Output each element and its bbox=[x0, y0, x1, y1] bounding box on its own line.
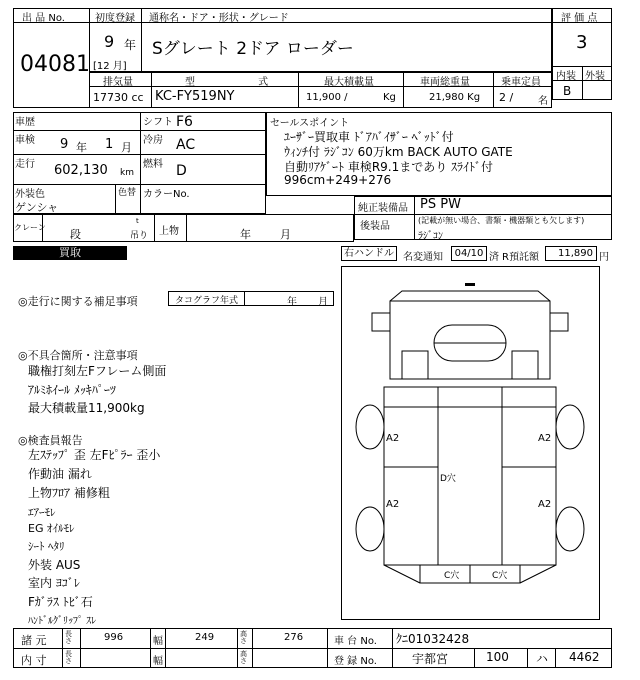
reg-area: 宇都宮 bbox=[412, 652, 449, 666]
crane-label: クレーン bbox=[14, 223, 46, 232]
model-label: 通称名・ドア・形状・グレード bbox=[149, 13, 289, 24]
interior-width-label: 幅 bbox=[153, 656, 163, 667]
width-label: 幅 bbox=[153, 636, 163, 647]
capacity: 2 / bbox=[499, 91, 514, 104]
color-code-label: カラーNo. bbox=[143, 189, 190, 200]
jouhen-label: 上物 bbox=[159, 226, 179, 237]
tacho-year-unit: 年 bbox=[287, 297, 297, 308]
sales-line-3: 自動ﾘｱｹﾞｰﾄ 車検R9.1まであり ｽﾗｲﾄﾞ付 bbox=[284, 160, 494, 174]
ac-label: 冷房 bbox=[143, 135, 163, 146]
length-value: 996 bbox=[104, 632, 124, 643]
rhd-flag bbox=[341, 246, 397, 261]
jouhen-year-unit: 年 bbox=[240, 228, 251, 241]
crane-t: t bbox=[136, 217, 139, 225]
shift-value: F6 bbox=[176, 114, 193, 130]
inspector-9: Fｶﾞﾗｽ ﾄﾋﾞ石 bbox=[28, 595, 93, 609]
shaken-month-unit: 月 bbox=[121, 141, 132, 154]
fuel-value: D bbox=[176, 163, 187, 179]
wheel-front-right bbox=[556, 405, 584, 449]
max-load-label: 最大積載量 bbox=[324, 77, 374, 88]
mark-rear-left: A2 bbox=[386, 499, 400, 510]
inspector-8: 室内 ﾖｺﾞﾚ bbox=[28, 576, 80, 590]
reg-class: 100 bbox=[486, 650, 509, 664]
lot-label: 出 品 No. bbox=[22, 13, 65, 24]
capacity-label: 乗車定員 bbox=[501, 77, 541, 88]
inspector-6: ｼｰﾄ ﾍﾀﾘ bbox=[28, 540, 65, 553]
displacement: 17730 cc bbox=[93, 91, 144, 104]
cab-door-right bbox=[512, 351, 538, 379]
tacho-month-unit: 月 bbox=[318, 297, 328, 308]
equipment-value: PS PW bbox=[420, 197, 461, 212]
vehicle-name: Sグレート 2ドア ローダー bbox=[152, 39, 354, 59]
mirror-left bbox=[372, 313, 390, 331]
cargo-bed bbox=[384, 387, 556, 565]
model-code-label: 型 式 bbox=[185, 77, 299, 88]
aftermarket-value: ﾗｼﾞｺﾝ bbox=[418, 231, 443, 242]
capacity-unit: 名 bbox=[538, 96, 548, 107]
sales-points-label: セールスポイント bbox=[270, 118, 350, 129]
interior-height-label: 高さ bbox=[240, 650, 247, 665]
mark-front-left: A2 bbox=[386, 433, 400, 444]
recycle-unit: 円 bbox=[599, 252, 609, 263]
reg-kana: ハ bbox=[536, 652, 549, 666]
score-label: 評 価 点 bbox=[561, 13, 598, 24]
mileage: 602,130 bbox=[54, 163, 108, 178]
gross-weight: 21,980 Kg bbox=[429, 92, 481, 103]
chassis-label: 車 台 No. bbox=[334, 636, 377, 647]
tacho-label: タコグラフ年式 bbox=[175, 296, 239, 306]
recycle-box bbox=[545, 246, 597, 261]
year-unit: 年 bbox=[124, 38, 137, 52]
defect-2: ｱﾙﾐﾎｲｰﾙ ﾒｯｷﾊﾟｰﾂ bbox=[28, 383, 116, 397]
interior-label: 内装 bbox=[556, 71, 576, 82]
name-change-box bbox=[451, 246, 487, 261]
height-value: 276 bbox=[284, 632, 304, 643]
truck-outline bbox=[342, 267, 599, 619]
running-title: ◎走行に関する補足事項 bbox=[18, 295, 138, 308]
color-label: 外装色 bbox=[15, 189, 45, 200]
name-change-value: 04/10 bbox=[454, 248, 484, 259]
moro-label: 諸 元 bbox=[21, 634, 47, 647]
truck-diagram bbox=[341, 266, 600, 620]
inspector-1: 左ｽﾃｯﾌﾟ 歪 左Fﾋﾟﾗｰ 歪小 bbox=[28, 448, 161, 462]
model-code: KC-FY519NY bbox=[155, 89, 235, 104]
ac-value: AC bbox=[176, 137, 196, 153]
defects-title: ◎不具合箇所・注意事項 bbox=[18, 349, 138, 362]
purchase-banner-text: 買取 bbox=[59, 246, 81, 259]
sales-line-4: 996cm+249+276 bbox=[284, 173, 392, 187]
interior-size-label: 内 寸 bbox=[21, 654, 47, 667]
aftermarket-note: (記載が無い場合、書類・機器類とも欠します) bbox=[418, 216, 585, 225]
chassis-value: ｸﾆ01032428 bbox=[396, 632, 470, 646]
first-reg-year: 9 bbox=[104, 32, 115, 51]
max-load: 11,900 / bbox=[306, 92, 348, 103]
reg-number: 4462 bbox=[569, 650, 600, 664]
first-reg-label: 初度登録 bbox=[95, 13, 135, 24]
shift-label: シフト bbox=[143, 117, 173, 128]
inspector-4: ｴｱｰﾓﾚ bbox=[28, 506, 56, 519]
crane-dan: 段 bbox=[70, 228, 81, 241]
recycle-value: 11,890 bbox=[558, 248, 593, 259]
exterior-label: 外装 bbox=[585, 71, 605, 82]
wheel-rear-right bbox=[556, 507, 584, 551]
displacement-label: 排気量 bbox=[103, 77, 133, 88]
recycle-label: R預託額 bbox=[502, 252, 539, 263]
cab-roof bbox=[390, 291, 550, 301]
first-reg-month: [12 月] bbox=[93, 61, 127, 72]
interior-grade: B bbox=[563, 84, 572, 98]
mark-rear-right: A2 bbox=[538, 499, 552, 510]
defect-1: 職権打刻左Fフレーム側面 bbox=[28, 364, 167, 378]
mileage-unit: km bbox=[120, 168, 134, 178]
color-value: ゲンシャ bbox=[15, 201, 59, 214]
mirror-right bbox=[550, 313, 568, 331]
mark-tail-right: C穴 bbox=[492, 571, 508, 581]
reg-label: 登 録 No. bbox=[334, 656, 377, 667]
purchase-banner bbox=[13, 246, 127, 260]
shaken-label: 車検 bbox=[15, 135, 35, 146]
name-change-label: 名変通知 bbox=[403, 252, 443, 263]
lot-number: 04081 bbox=[20, 52, 90, 77]
max-load-unit: Kg bbox=[383, 92, 396, 103]
inspector-2: 作動油 漏れ bbox=[28, 467, 92, 481]
equipment-label: 純正装備品 bbox=[358, 203, 408, 214]
defect-3: 最大積載量11,900kg bbox=[28, 401, 145, 415]
height-label: 高さ bbox=[240, 630, 247, 645]
width-value: 249 bbox=[195, 632, 215, 643]
front-marker bbox=[465, 283, 475, 286]
inspector-10: ﾊﾝﾄﾞﾙｸﾞﾘｯﾌﾟ ｽﾚ bbox=[28, 616, 97, 627]
mark-tail-left: C穴 bbox=[444, 571, 460, 581]
sales-line-2: ｳｨﾝﾁ付 ﾗｼﾞｺﾝ 60万km BACK AUTO GATE bbox=[284, 145, 513, 159]
inspector-3: 上物ﾌﾛｱ 補修粗 bbox=[28, 486, 110, 500]
rhd-text: 右ハンドル bbox=[344, 248, 394, 259]
shaken-year: 9 bbox=[60, 137, 69, 152]
aftermarket-label: 後装品 bbox=[360, 221, 390, 232]
score-value: 3 bbox=[576, 32, 588, 53]
length-label: 長さ bbox=[65, 630, 72, 645]
inspector-7: 外装 AUS bbox=[28, 558, 81, 572]
wheel-front-left bbox=[356, 405, 384, 449]
fuel-label: 燃料 bbox=[143, 159, 163, 170]
inspector-title: ◎検査員報告 bbox=[18, 434, 83, 447]
cab-body bbox=[390, 301, 550, 379]
gross-weight-label: 車両総重量 bbox=[420, 77, 470, 88]
crane-tsuri: 吊り bbox=[130, 231, 149, 241]
sales-line-1: ﾕｰｻﾞｰ買取車 ﾄﾞｱﾊﾞｲｻﾞｰ ﾍﾞｯﾄﾞ付 bbox=[284, 130, 454, 144]
mark-front-right: A2 bbox=[538, 433, 552, 444]
wheel-rear-left bbox=[356, 507, 384, 551]
inspector-5: EG ｵｲﾙﾓﾚ bbox=[28, 522, 75, 535]
crane-row bbox=[13, 214, 354, 242]
jouhen-month-unit: 月 bbox=[280, 228, 291, 241]
shaken-year-unit: 年 bbox=[76, 141, 87, 154]
mark-bed: D穴 bbox=[440, 474, 456, 484]
history-label: 車歴 bbox=[15, 117, 35, 128]
interior-length-label: 長さ bbox=[65, 650, 72, 665]
mileage-label: 走行 bbox=[15, 159, 35, 170]
cab-door-left bbox=[402, 351, 428, 379]
shaken-month: 1 bbox=[105, 137, 114, 152]
color-change-label: 色替 bbox=[118, 188, 137, 198]
recycle-prefix: 済 bbox=[489, 252, 499, 263]
